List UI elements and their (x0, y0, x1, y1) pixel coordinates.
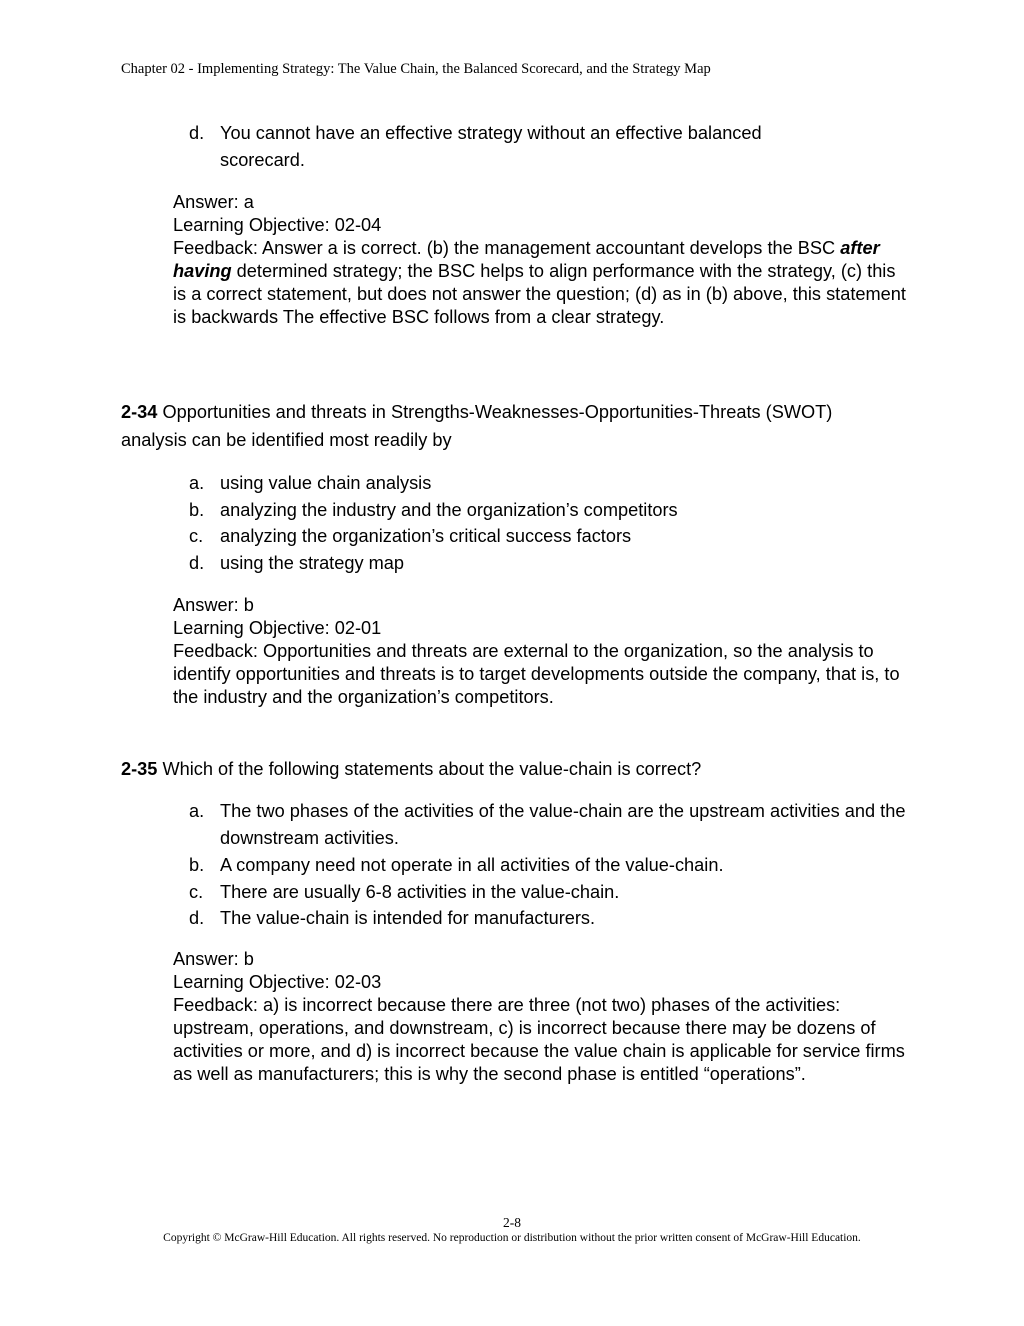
answer-line: Answer: b (173, 595, 254, 615)
learning-objective: Learning Objective: 02-03 (173, 972, 382, 992)
option-letter: c. (189, 881, 204, 902)
option-b (189, 497, 909, 524)
option-text: There are usually 6-8 activities in the value-chain. (220, 881, 620, 902)
option-text: A company need not operate in all activities of the value-chain. (220, 855, 724, 875)
learning-objective: Learning Objective: 02-04 (173, 215, 382, 235)
feedback-text-continued: determined strategy; the BSC helps to align performance with the strategy, (c) this is a correct statement, but does not answer the question; (d) as in (b) above, this statement is backwards The effective BSC follows from a clear strategy. (173, 261, 906, 327)
option-a (189, 470, 909, 497)
option-text: You cannot have an effective strategy without an effective balanced scorecard. (220, 123, 762, 170)
option-letter: b. (189, 855, 205, 875)
feedback: Feedback: a) is incorrect because there are three (not two) phases of the activities: upstream, operations, and downstream, c) is incorrect because there may be dozens of activities or more, and d) is incorrect because the value chain is applicable for service firms as well as manufacturers; this is why the second phase is entitled “operations”. (173, 995, 905, 1084)
page-number: 2-8 (503, 1215, 521, 1230)
option-letter: d. (189, 908, 205, 928)
option-b (189, 852, 914, 879)
page-header: Chapter 02 - Implementing Strategy: The Value Chain, the Balanced Scorecard, and the Strategy Map (121, 61, 711, 77)
question-number: 2-35 (121, 759, 158, 779)
option-letter: a. (189, 801, 205, 821)
question-2-34-answer-block (173, 594, 913, 709)
question-text: Opportunities and threats in Strengths-Weaknesses-Opportunities-Threats (SWOT) analysis can be identified most readily by (121, 402, 833, 450)
feedback (173, 237, 913, 329)
option-text: analyzing the industry and the organization’s competitors (220, 499, 678, 520)
learning-objective: Learning Objective: 02-01 (173, 618, 382, 638)
option-letter: d. (189, 123, 205, 143)
prev-question-option-d (189, 120, 849, 174)
option-text: using value chain analysis (220, 473, 432, 493)
option-letter: c. (189, 526, 204, 546)
page-footer (0, 1215, 1024, 1245)
option-d (189, 905, 914, 932)
option-c (189, 523, 909, 550)
question-2-35-options (189, 798, 914, 932)
option-letter: d. (189, 552, 205, 573)
option-letter: a. (189, 473, 205, 493)
question-text: Which of the following statements about the value-chain is correct? (157, 759, 702, 779)
option-d (189, 550, 909, 577)
option-c (189, 879, 914, 906)
option-text: analyzing the organization’s critical success factors (220, 526, 632, 546)
question-2-34 (121, 398, 851, 454)
feedback-emphasis: after having (173, 238, 880, 281)
feedback: Feedback: Opportunities and threats are external to the organization, so the analysis to identify opportunities and threats is to target developments outside the company, that is, to the industry and the organization’s competitors. (173, 641, 900, 707)
question-2-35 (121, 755, 901, 783)
option-letter: b. (189, 499, 205, 520)
answer-line: Answer: a (173, 192, 254, 212)
option-text: The value-chain is intended for manufacturers. (220, 908, 596, 928)
question-2-34-options (189, 470, 909, 576)
copyright-notice: Copyright © McGraw-Hill Education. All rights reserved. No reproduction or distribution without the prior written consent of McGraw-Hill Education. (163, 1232, 861, 1244)
feedback-text: Feedback: Answer a is correct. (b) the management accountant develops the BSC (173, 238, 841, 258)
option-text: using the strategy map (220, 552, 404, 573)
option-a (189, 798, 914, 852)
question-2-35-answer-block (173, 948, 913, 1086)
prev-question-answer-block (173, 191, 913, 329)
option-text: The two phases of the activities of the value-chain are the upstream activities and the downstream activities. (220, 801, 906, 848)
question-number: 2-34 (121, 402, 158, 422)
answer-line: Answer: b (173, 949, 254, 969)
